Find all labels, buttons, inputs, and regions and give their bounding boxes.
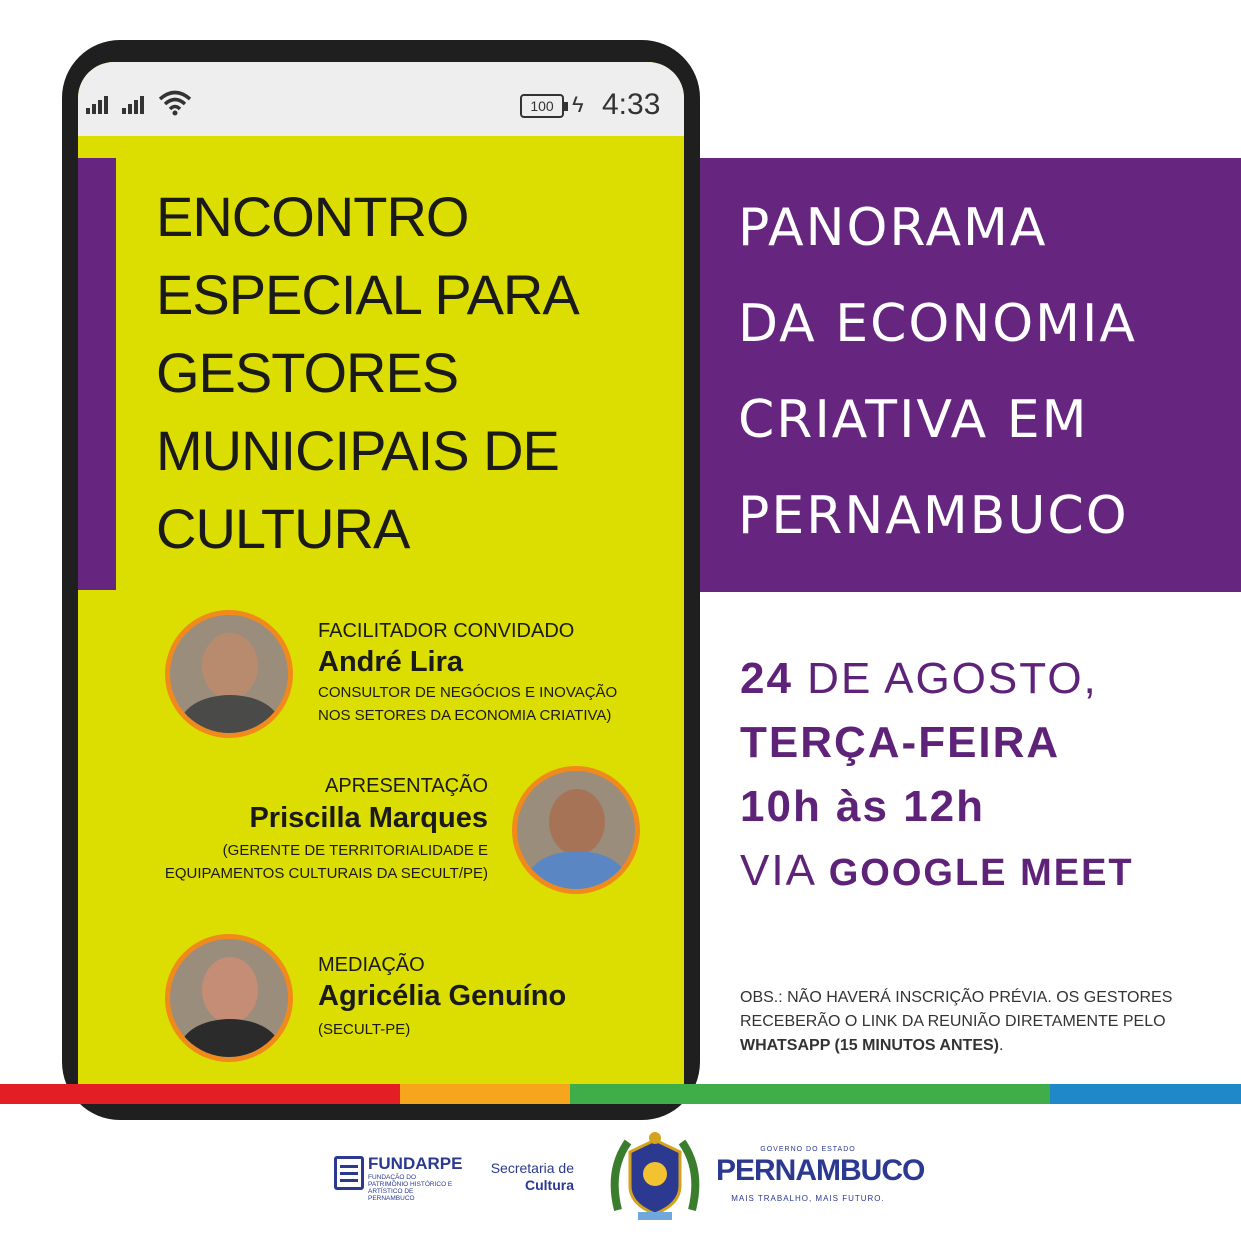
speaker-desc: CONSULTOR DE NEGÓCIOS E INOVAÇÃO [318, 684, 618, 701]
stripe-green [570, 1084, 1050, 1104]
government-slogan: MAIS TRABALHO, MAIS FUTURO. [731, 1194, 885, 1203]
event-date [740, 654, 1098, 704]
speaker-desc: (SECULT-PE) [318, 1021, 411, 1038]
phone-screen [78, 62, 684, 1102]
event-weekday [740, 718, 1060, 768]
government-label: GOVERNO DO ESTADO [760, 1146, 856, 1153]
speaker-role: APRESENTAÇÃO [325, 775, 488, 797]
event-time-text: 10h às 12h [740, 782, 986, 831]
speaker-photo-agricelia [165, 934, 293, 1062]
secretaria-line-1: Secretaria de [490, 1160, 574, 1176]
fundarpe-logo-icon [334, 1156, 364, 1190]
headline-line: GESTORES [156, 341, 459, 404]
obs-text: OBS.: NÃO HAVERÁ INSCRIÇÃO PRÉVIA. OS GESTORES RECEBERÃO O LINK DA REUNIÃO DIRETAMENTE PELO [740, 989, 1173, 1030]
speaker-role: FACILITADOR CONVIDADO [318, 620, 575, 642]
speaker-desc: EQUIPAMENTOS CULTURAIS DA SECULT/PE) [164, 865, 488, 882]
speaker-name: Priscilla Marques [249, 802, 488, 834]
panel-title [738, 180, 1238, 564]
status-time: 4:33 [602, 88, 661, 121]
charging-icon: ϟ [572, 92, 584, 117]
speaker-desc: NOS SETORES DA ECONOMIA CRIATIVA) [318, 707, 612, 724]
panel-title-line: PANORAMA [738, 198, 1048, 258]
headline-line: MUNICIPAIS DE [156, 419, 559, 482]
panel-title-line: CRIATIVA EM [738, 390, 1089, 450]
status-bar [78, 62, 684, 136]
speaker-photo-andre [165, 610, 293, 738]
accent-bar [78, 158, 116, 590]
panel-title-line: DA ECONOMIA [738, 294, 1137, 354]
event-date-rest: DE AGOSTO, [792, 654, 1098, 703]
event-time [740, 782, 985, 832]
event-platform-name: GOOGLE MEET [828, 852, 1134, 894]
obs-end: . [998, 1037, 1004, 1054]
stripe-red [0, 1084, 400, 1104]
event-via: VIA [740, 846, 829, 895]
event-day: 24 [740, 654, 793, 703]
speaker-role: MEDIAÇÃO [318, 954, 425, 976]
signal-no-service-icon [122, 96, 148, 114]
pernambuco-crest-icon [608, 1130, 702, 1222]
secretaria-logo [482, 1160, 574, 1194]
panel-title-line: PERNAMBUCO [738, 486, 1129, 546]
headline [156, 178, 656, 568]
event-platform [740, 846, 1134, 896]
stripe-blue [1050, 1084, 1241, 1104]
obs-bold: WHATSAPP (15 MINUTOS ANTES) [740, 1037, 999, 1054]
wifi-icon [158, 90, 192, 116]
fundarpe-subtitle: FUNDAÇÃO DO PATRIMÔNIO HISTÓRICO E ARTÍSTICO DE PERNAMBUCO [368, 1174, 453, 1202]
speaker-name: André Lira [318, 646, 464, 678]
color-stripe [0, 1084, 1241, 1104]
speaker-photo-priscilla [512, 766, 640, 894]
headline-line: CULTURA [156, 497, 410, 560]
speaker-desc: (GERENTE DE TERRITORIALIDADE E [222, 842, 488, 859]
observation-note [740, 986, 1220, 1058]
signal-icon [86, 96, 112, 114]
event-weekday-text: TERÇA-FEIRA [740, 718, 1061, 767]
government-name: PERNAMBUCO [716, 1154, 925, 1187]
headline-line: ESPECIAL PARA [156, 263, 579, 326]
fundarpe-name: FUNDARPE [368, 1154, 463, 1173]
secretaria-line-2: Cultura [525, 1177, 574, 1193]
speaker-name: Agricélia Genuíno [318, 980, 567, 1012]
battery-icon: 100 [520, 94, 564, 118]
headline-line: ENCONTRO [156, 185, 469, 248]
stripe-yellow [400, 1084, 570, 1104]
